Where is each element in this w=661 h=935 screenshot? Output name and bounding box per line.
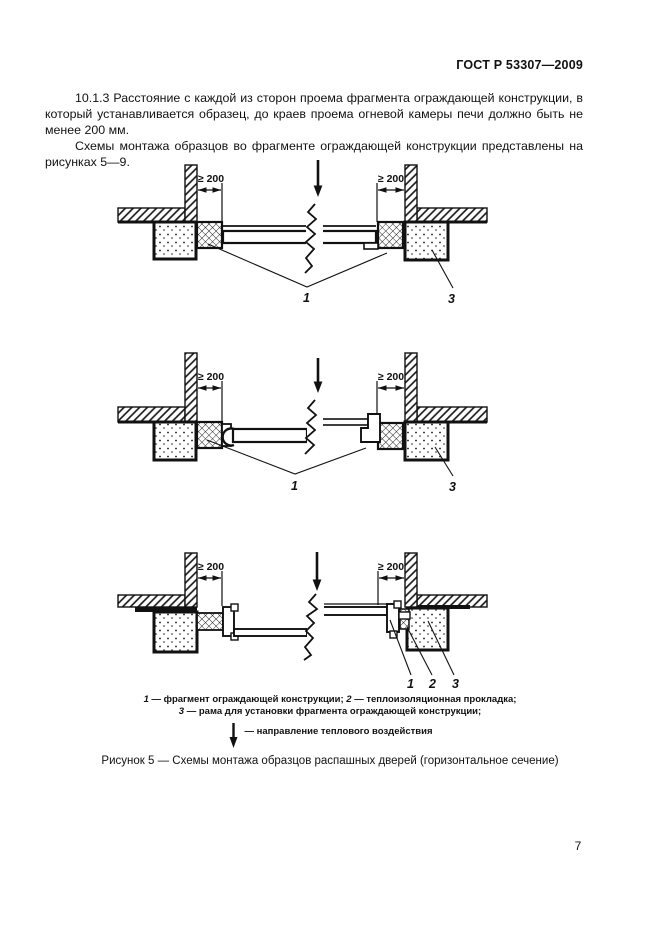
furnace-wall-left [118,553,197,612]
mounting-frame-right [405,222,448,260]
mounting-frame-right [405,422,448,460]
insulation-right [378,222,403,248]
legend-line-2 [45,706,615,718]
furnace-wall-right [405,165,487,222]
callout-3: 3 [449,480,456,494]
insulation-gasket-left [197,613,223,630]
thermal-arrow [314,160,323,197]
mounting-frame-left [154,612,197,652]
dimension-left [198,173,224,222]
break-line [304,594,324,660]
callout-1: 1 [303,291,310,305]
furnace-wall-left [118,165,197,222]
furnace-wall-right [405,553,487,609]
legend-line-1 [45,694,615,706]
scheme-1-door-section [110,160,490,310]
legend-text-3: — рама для установки фрагмента ограждающей конструкции; [184,705,482,717]
insulation-right [378,423,403,449]
page-number: 7 [574,839,582,853]
dimension-right [377,173,404,222]
door-leaf [222,414,380,446]
dimension-label: ≥ 200 [197,173,225,185]
dimension-label: ≥ 200 [377,173,405,185]
furnace-wall-right [405,353,487,422]
break-line [305,204,323,273]
dimension-left [198,561,224,606]
dimension-left [198,371,224,422]
legend-arrow-row [45,723,615,748]
dimension-label: ≥ 200 [377,561,405,573]
callout-3: 3 [452,677,459,691]
legend-key-1: 1 [143,694,149,705]
body-text [45,90,583,170]
figure-legend [45,694,615,748]
break-line [305,400,323,454]
thermal-arrow [313,552,322,591]
dimension-right [377,371,404,422]
furnace-wall-left [118,353,197,422]
mounting-frame-left [154,222,196,259]
standard-designation: ГОСТ Р 53307—2009 [456,58,583,72]
legend-arrow-text: — направление теплового воздействия [244,726,433,737]
callout-1: 1 [291,479,298,493]
thermal-direction-arrow-icon [227,723,240,748]
door-leaf [222,226,378,249]
dimension-label: ≥ 200 [197,561,225,573]
callout-2: 2 [429,677,436,691]
callout-1: 1 [407,677,414,691]
scheme-3-door-section [110,548,490,693]
thermal-arrow [314,358,323,393]
dimension-right [378,561,404,605]
figure-caption: Рисунок 5 — Схемы монтажа образцов распашных дверей (горизонтальное сечение) [101,755,559,767]
legend-key-3: 3 [178,705,185,717]
callout-3: 3 [448,292,455,306]
mounting-frame-left [154,422,196,460]
scheme-2-door-section [110,350,490,495]
paragraph-10-1-3: 10.1.3 Расстояние с каждой из сторон проема фрагмента ограждающей конструкции, в который устанавливается образец, до краев проема огневой камеры печи должно быть не менее 200 мм. [45,91,583,137]
dimension-label: ≥ 200 [377,371,405,383]
dimension-label: ≥ 200 [197,371,225,383]
legend-text-2: — теплоизоляционная прокладка; [351,694,517,705]
legend-key-2: 2 [346,694,352,705]
legend-text-1: — фрагмент ограждающей конструкции; [148,694,347,705]
mounting-frame-right [407,608,448,650]
paragraph-schemes: Схемы монтажа образцов во фрагменте ограждающей конструкции представлены на рисунках 5—9. [45,139,583,169]
